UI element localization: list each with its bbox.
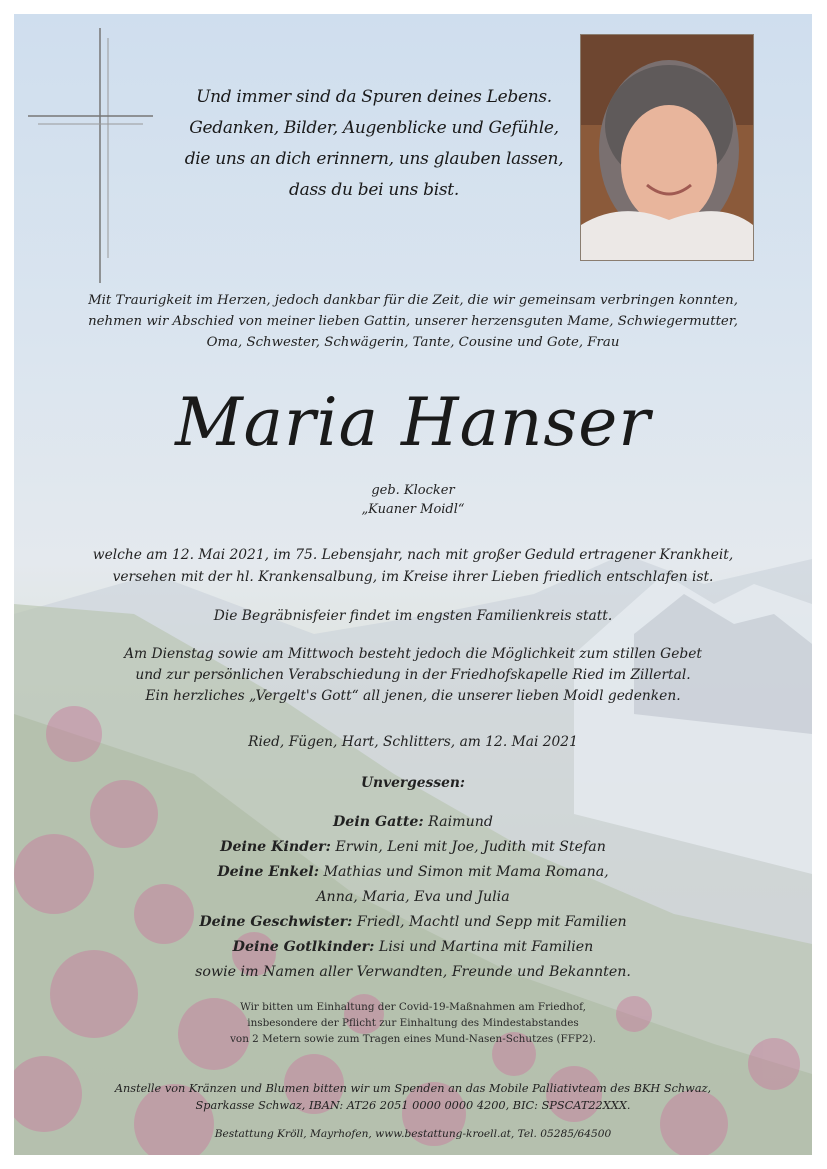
maiden-name: geb. Klocker [371,483,455,498]
prayer-line: und zur persönlichen Verabschiedung in der Friedhofskapelle Ried im Zillertal. [135,667,691,683]
covid-line: Wir bitten um Einhaltung der Covid-19-Maßnahmen am Friedhof, [240,1001,586,1013]
family-row-kinder [14,835,812,860]
family-row-enkel-2: Anna, Maria, Eva und Julia [316,889,510,905]
donation-line: Anstelle von Kränzen und Blumen bitten wir um Spenden an das Mobile Palliativteam des BKH Schwaz, [114,1082,712,1095]
family-value: Mathias und Simon mit Mama Romana, [318,864,609,880]
place-date: Ried, Fügen, Hart, Schlitters, am 12. Mai 2021 [248,734,578,750]
family-row-gotlkinder [14,935,812,960]
birth-info [14,481,812,519]
covid-notice [14,999,812,1047]
obituary-card [14,14,812,1155]
poem [174,82,574,206]
portrait-photo [580,34,754,261]
intro-line: Mit Traurigkeit im Herzen, jedoch dankbar für die Zeit, die wir gemeinsam verbringen konnten, [88,293,738,308]
family-row-enkel [14,860,812,885]
unvergessen-heading: Unvergessen: [361,775,465,791]
family-label: Deine Gotlkinder: [232,939,375,955]
family-closing: sowie im Namen aller Verwandten, Freunde und Bekannten. [195,964,631,980]
poem-line: Gedanken, Bilder, Augenblicke und Gefühle, [189,118,559,138]
death-line: welche am 12. Mai 2021, im 75. Lebensjahr, nach mit großer Geduld ertragener Krankheit, [92,547,734,563]
donation-line: Sparkasse Schwaz, IBAN: AT26 2051 0000 0000 4200, BIC: SPSCAT22XXX. [195,1099,631,1112]
prayer-notice [14,644,812,707]
death-line: versehen mit der hl. Krankensalbung, im Kreise ihrer Lieben friedlich entschlafen ist. [112,569,714,585]
funeral-notice: Die Begräbnisfeier findet im engsten Familienkreis statt. [213,608,613,624]
family-label: Deine Geschwister: [199,914,353,930]
death-notice [14,544,812,588]
family-label: Deine Kinder: [220,839,331,855]
family-label: Dein Gatte: [333,814,424,830]
family-value: Erwin, Leni mit Joe, Judith mit Stefan [330,839,606,855]
covid-line: von 2 Metern sowie zum Tragen eines Mund-Nasen-Schutzes (FFP2). [230,1033,596,1045]
nickname: „Kuaner Moidl“ [361,502,465,517]
undertaker-footer: Bestattung Kröll, Mayrhofen, www.bestattung-kroell.at, Tel. 05285/64500 [214,1128,612,1140]
poem-line: Und immer sind da Spuren deines Lebens. [196,87,552,107]
family-value: Friedl, Machtl und Sepp mit Familien [352,914,627,930]
covid-line: insbesondere der Pflicht zur Einhaltung des Mindestabstandes [247,1017,579,1029]
prayer-line: Am Dienstag sowie am Mittwoch besteht jedoch die Möglichkeit zum stillen Gebet [124,646,702,662]
family-value: Raimund [423,814,493,830]
cross-icon [28,28,153,283]
family-list [14,810,812,985]
donation-notice [14,1080,812,1114]
intro-line: Oma, Schwester, Schwägerin, Tante, Cousine und Gote, Frau [206,335,620,350]
intro-text [14,290,812,353]
poem-line: die uns an dich erinnern, uns glauben lassen, [184,149,564,169]
intro-line: nehmen wir Abschied von meiner lieben Gattin, unserer herzensguten Mame, Schwiegermutter, [88,314,738,329]
family-label: Deine Enkel: [217,864,319,880]
poem-line: dass du bei uns bist. [289,180,459,200]
deceased-name: Maria Hanser [175,384,651,461]
family-row-geschwister [14,910,812,935]
prayer-line: Ein herzliches „Vergelt's Gott“ all jenen, die unserer lieben Moidl gedenken. [145,688,681,704]
family-row-gatte [14,810,812,835]
family-value: Lisi und Martina mit Familien [374,939,594,955]
